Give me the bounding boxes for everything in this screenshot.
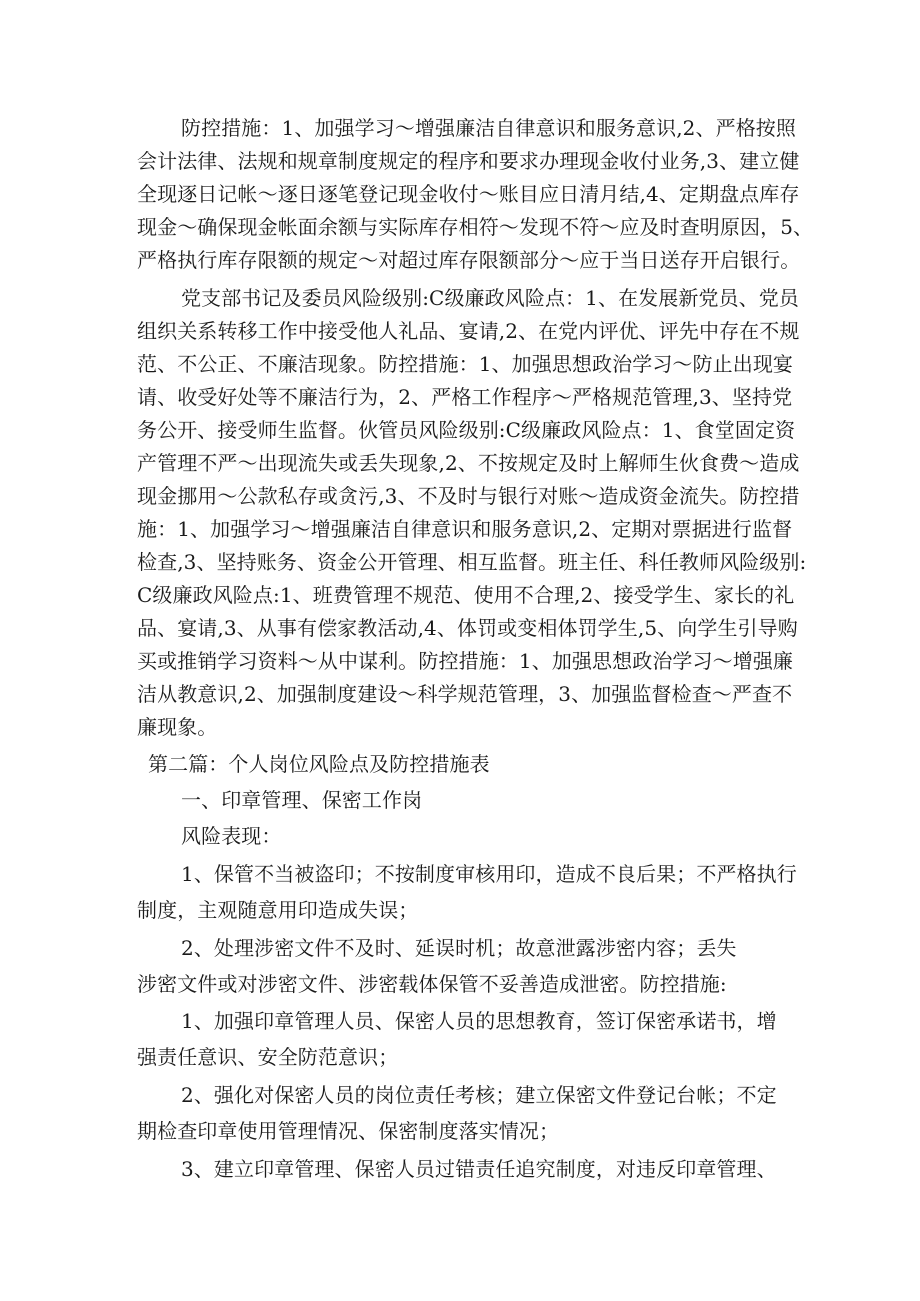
- text-line: 防控措施：1、加强学习～增强廉洁自律意识和服务意识,2、严格按照: [181, 116, 797, 140]
- text-line: 严格执行库存限额的规定～对超过库存限额部分～应于当日送存开启银行。: [137, 248, 801, 272]
- text-line: 买或推销学习资料～从中谋利。防控措施：1、加强思想政治学习～增强廉: [137, 649, 794, 673]
- text-line: 2、强化对保密人员的岗位责任考核；建立保密文件登记台帐；不定: [181, 1083, 777, 1107]
- text-line: 1、保管不当被盗印；不按制度审核用印，造成不良后果；不严格执行: [181, 862, 797, 886]
- text-line: 制度，主观随意用印造成失误；: [137, 898, 419, 922]
- text-line: C级廉政风险点:1、班费管理不规范、使用不合理,2、接受学生、家长的礼: [137, 583, 795, 607]
- text-line: 涉密文件或对涉密文件、涉密载体保管不妥善造成泄密。防控措施:: [137, 972, 727, 996]
- text-line: 现金～确保现金帐面余额与实际库存相符～发现不符～应及时查明原因，5、: [137, 215, 814, 239]
- text-line: 务公开、接受师生监督。伙管员风险级别:C级廉政风险点：1、食堂固定资: [137, 418, 796, 442]
- text-line: 施：1、加强学习～增强廉洁自律意识和服务意识,2、定期对票据进行监督: [137, 517, 793, 541]
- text-line: 党支部书记及委员风险级别:C级廉政风险点：1、在发展新党员、党员: [181, 286, 799, 310]
- text-line: 请、收受好处等不廉洁行为，2、严格工作程序～严格规范管理,3、坚持党: [137, 385, 793, 409]
- text-line: 1、加强印章管理人员、保密人员的思想教育，签订保密承诺书，增: [181, 1009, 777, 1033]
- text-line: 全现逐日记帐～逐日逐笔登记现金收付～账目应日清月结,4、定期盘点库存: [137, 182, 800, 206]
- text-line: 风险表现：: [181, 824, 282, 848]
- text-line: 洁从教意识,2、加强制度建设～科学规范管理，3、加强监督检查～严查不: [137, 682, 793, 706]
- subsection-heading: 一、印章管理、保密工作岗: [181, 788, 423, 812]
- section-heading: 第二篇：个人岗位风险点及防控措施表: [148, 752, 490, 776]
- text-line: 现金挪用～公款私存或贪污,3、不及时与银行对账～造成资金流失。防控措: [137, 484, 800, 508]
- text-line: 检查,3、坚持账务、资金公开管理、相互监督。班主任、科任教师风险级别:: [137, 550, 807, 574]
- text-line: 2、处理涉密文件不及时、延误时机；故意泄露涉密内容；丢失: [181, 936, 737, 960]
- text-line: 期检查印章使用管理情况、保密制度落实情况；: [137, 1119, 560, 1143]
- text-line: 范、不公正、不廉洁现象。防控措施：1、加强思想政治学习～防止出现宴: [137, 352, 794, 376]
- text-line: 3、建立印章管理、保密人员过错责任追究制度，对违反印章管理、: [181, 1157, 777, 1181]
- text-line: 强责任意识、安全防范意识；: [137, 1045, 399, 1069]
- text-line: 会计法律、法规和规章制度规定的程序和要求办理现金收付业务,3、建立健: [137, 149, 800, 173]
- text-line: 产管理不严～出现流失或丢失现象,2、不按规定及时上解师生伙食费～造成: [137, 451, 800, 475]
- text-line: 品、宴请,3、从事有偿家教活动,4、体罚或变相体罚学生,5、向学生引导购: [137, 616, 798, 640]
- text-line: 组织关系转移工作中接受他人礼品、宴请,2、在党内评优、评先中存在不规: [137, 319, 800, 343]
- text-line: 廉现象。: [137, 715, 218, 739]
